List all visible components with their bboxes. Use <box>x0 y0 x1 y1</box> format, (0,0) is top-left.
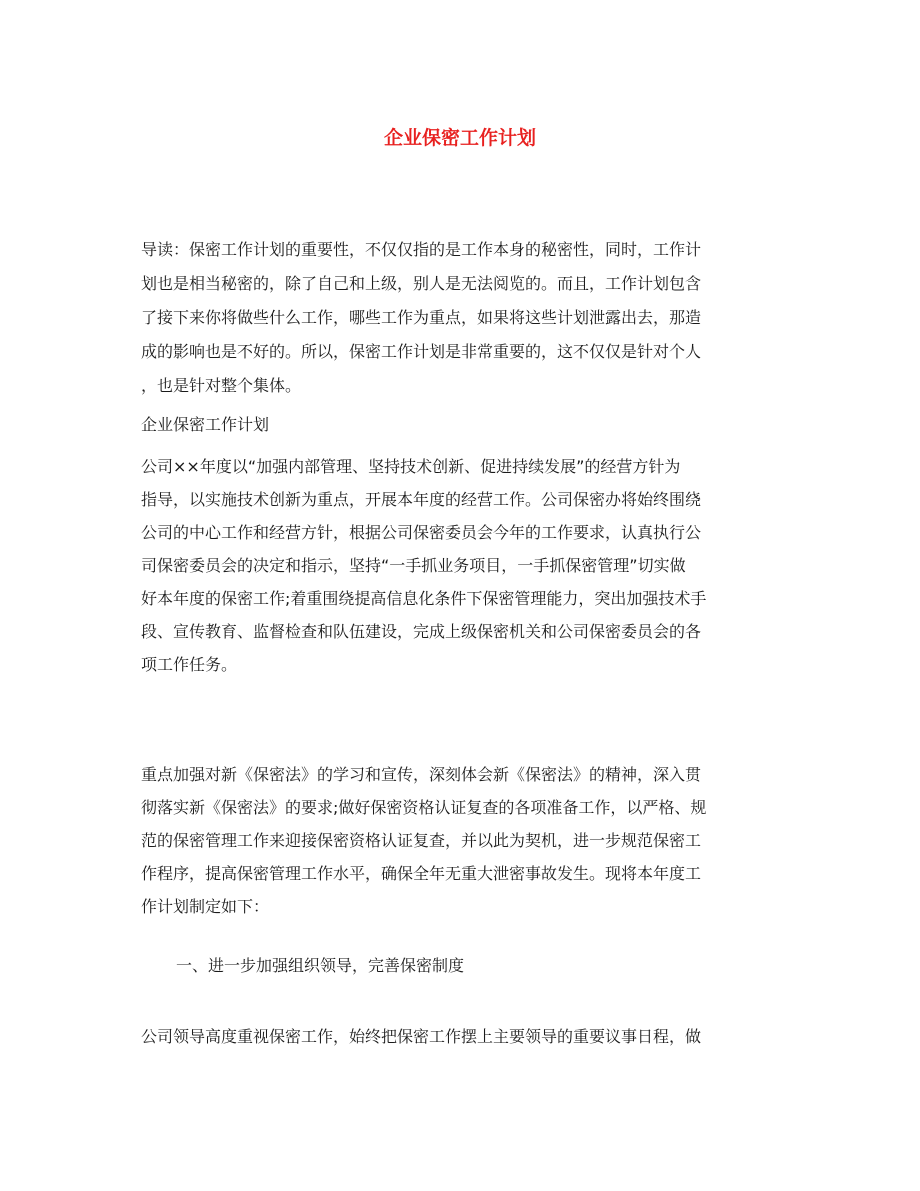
text-line: 了接下来你将做些什么工作，哪些工作为重点，如果将这些计划泄露出去，那造 <box>141 308 702 327</box>
text-line: ，也是针对整个集体。 <box>141 376 302 395</box>
text-line: 彻落实新《保密法》的要求;做好保密资格认证复查的各项准备工作，以严格、规 <box>141 798 707 817</box>
text-line: 公司的中心工作和经营方针，根据公司保密委员会今年的工作要求，认真执行公 <box>141 523 702 542</box>
text-line: 指导，以实施技术创新为重点，开展本年度的经营工作。公司保密办将始终围绕 <box>141 490 702 509</box>
document-title: 企业保密工作计划 <box>383 127 536 149</box>
heading-text: 一、进一步加强组织领导，完善保密制度 <box>176 956 465 975</box>
text-line: 重点加强对新《保密法》的学习和宣传，深刻体会新《保密法》的精神，深入贯 <box>141 765 702 784</box>
paragraph-3 <box>141 1029 781 1045</box>
text-line: 作程序，提高保密管理工作水平，确保全年无重大泄密事故发生。现将本年度工 <box>141 864 702 883</box>
text-line: 项工作任务。 <box>141 655 238 674</box>
text-line: 好本年度的保密工作;着重围绕提高信息化条件下保密管理能力，突出加强技术手 <box>141 589 707 608</box>
section-subtitle <box>141 417 781 433</box>
text-line: 公司领导高度重视保密工作，始终把保密工作摆上主要领导的重要议事日程，做 <box>141 1027 702 1046</box>
text-line: 作计划制定如下： <box>141 897 270 916</box>
section-1-heading <box>176 958 816 974</box>
subtitle-text: 企业保密工作计划 <box>141 415 270 434</box>
text-line: 公司××年度以“加强内部管理、坚持技术创新、促进持续发展”的经营方针为 <box>141 457 681 476</box>
text-line: 划也是相当秘密的，除了自己和上级，别人是无法阅览的。而且，工作计划包含 <box>141 274 702 293</box>
paragraph-1 <box>141 459 781 690</box>
text-line: 范的保密管理工作来迎接保密资格认证复查，并以此为契机，进一步规范保密工 <box>141 831 702 850</box>
paragraph-2 <box>141 767 781 932</box>
text-line: 段、宣传教育、监督检查和队伍建设，完成上级保密机关和公司保密委员会的各 <box>141 622 702 641</box>
text-line: 司保密委员会的决定和指示，坚持“一手抓业务项目，一手抓保密管理”切实做 <box>141 556 686 575</box>
intro-paragraph <box>141 242 781 412</box>
text-line: 导读：保密工作计划的重要性，不仅仅指的是工作本身的秘密性，同时，工作计 <box>141 240 702 259</box>
text-line: 成的影响也是不好的。所以，保密工作计划是非常重要的，这不仅仅是针对个人 <box>141 342 702 361</box>
